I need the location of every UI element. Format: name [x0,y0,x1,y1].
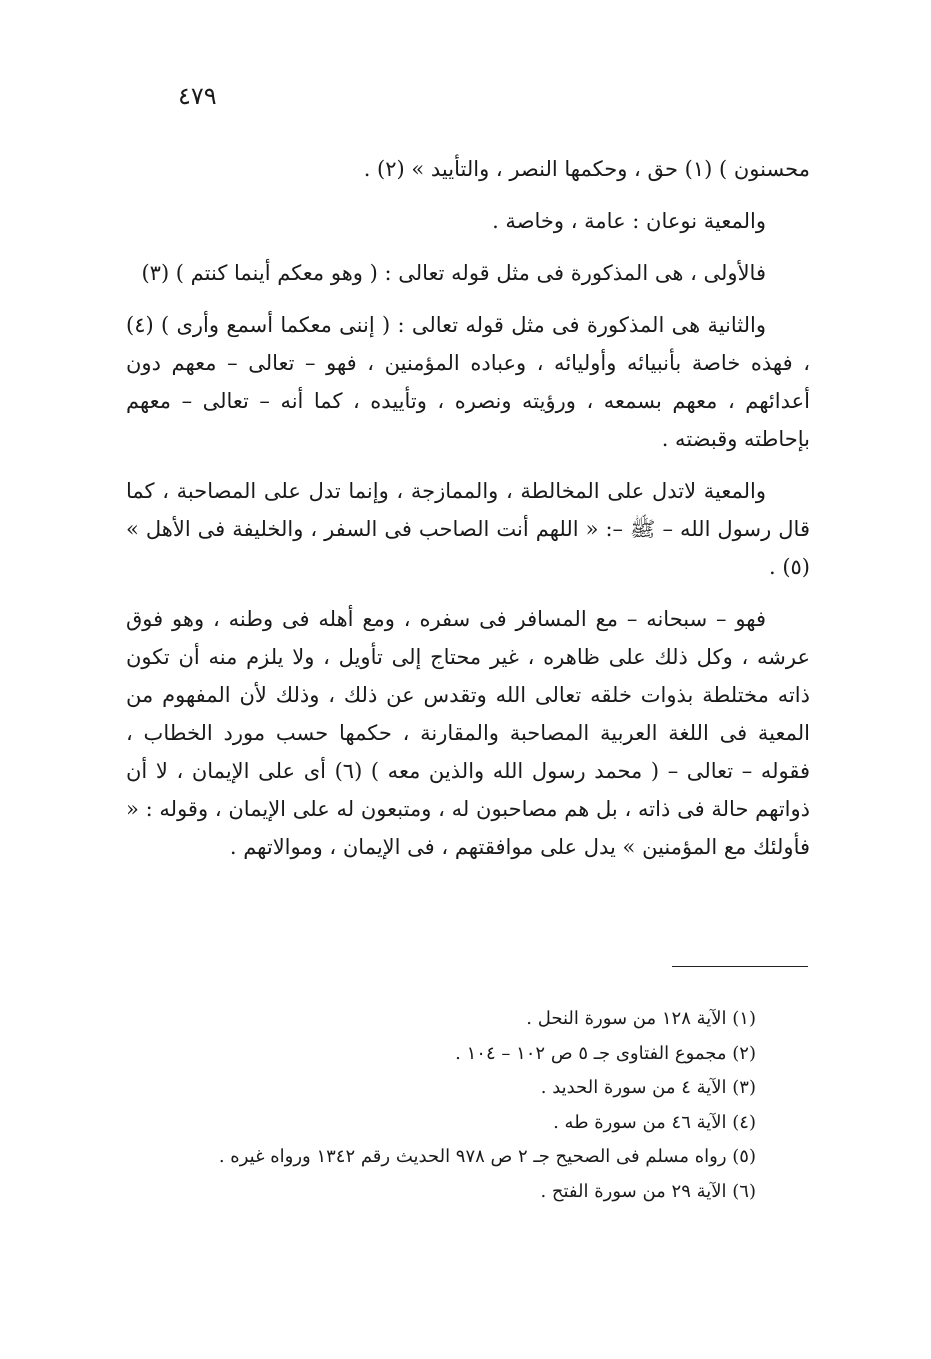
footnote: (٦) الآية ٢٩ من سورة الفتح . [540,1180,756,1202]
paragraph: والمعية نوعان : عامة ، وخاصة . [492,209,766,233]
paragraph: والثانية هى المذكورة فى مثل قوله تعالى : ( إننى معكما أسمع وأرى ) (٤) ، فهذه خاصة بأنبيائه وأوليائه ، وعباده المؤمنين ، فهو – تعالى – معهم دون أعدائهم ، معهم بسمعه ، ورؤيته ونصره ، وتأييده ، كما أنه – تعالى – معهم بإحاطته وقبضته . [126,313,810,451]
page-number: ٤٧٩ [178,82,217,110]
footnote: (١) الآية ١٢٨ من سورة النحل . [526,1008,756,1029]
footnote: (٢) مجموع الفتاوى جـ ٥ ص ١٠٢ – ١٠٤ . [455,1042,756,1064]
footnote: (٣) الآية ٤ من سورة الحديد . [540,1077,756,1098]
paragraph: والمعية لاتدل على المخالطة ، والممازجة ، وإنما تدل على المصاحبة ، كما قال رسول الله – ﷺ –: « اللهم أنت الصاحب فى السفر ، والخليفة فى الأهل » (٥) . [126,479,810,579]
paragraph: فالأولى ، هى المذكورة فى مثل قوله تعالى : ( وهو معكم أينما كنتم ) (٣) [141,261,766,285]
footnote-divider [672,966,808,967]
footnotes [126,1002,756,1209]
paragraph: فهو – سبحانه – مع المسافر فى سفره ، ومع أهله فى وطنه ، وهو فوق عرشه ، وكل ذلك على ظاهره ، غير محتاج إلى تأويل ، ولا يلزم منه أن تكون ذاته مختلطة بذوات خلقه تعالى الله وتقدس عن ذلك ، وذلك لأن المفهوم من المعية فى اللغة العربية المصاحبة والمقارنة ، حكمها حسب مورد الخطاب ، فقوله – تعالى – ( محمد رسول الله والذين معه ) (٦) أى على الإيمان ، لا أن ذواتهم حالة فى ذاته ، بل هم مصاحبون له ، ومتبعون له على الإيمان ، وقوله : « فأولئك مع المؤمنين » يدل على موافقتهم ، فى الإيمان ، وموالاتهم . [126,607,810,859]
footnote: (٤) الآية ٤٦ من سورة طه . [553,1111,756,1133]
body-text [126,150,810,866]
footnote: (٥) رواه مسلم فى الصحيح جـ ٢ ص ٩٧٨ الحديث رقم ١٣٤٢ ورواه غيره . [218,1146,756,1167]
paragraph: محسنون ) (١) حق ، وحكمها النصر ، والتأييد » (٢) . [363,157,810,181]
